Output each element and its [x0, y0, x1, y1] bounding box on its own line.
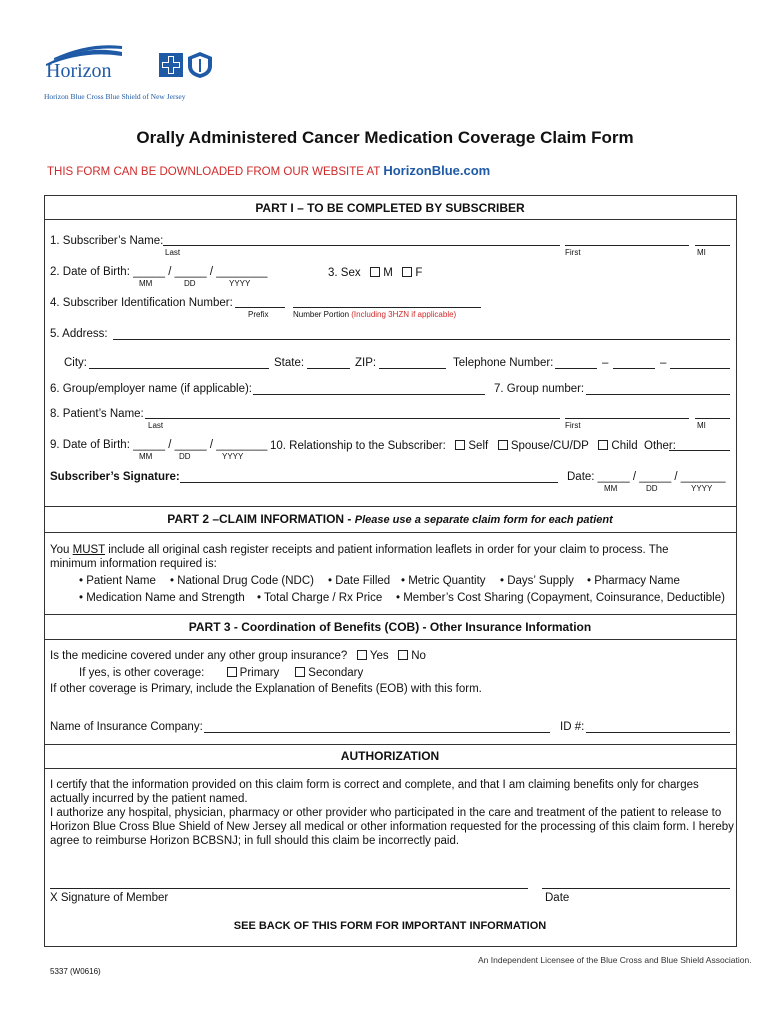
patient-dob-label[interactable]: 9. Date of Birth: _____ / _____ / ________ [50, 439, 268, 451]
cob-question [50, 650, 426, 663]
telephone-label: Telephone Number: [453, 357, 554, 369]
req-metric-quantity: • Metric Quantity [401, 575, 486, 587]
licensee-note: An Independent Licensee of the Blue Cross and Blue Shield Association. [478, 955, 752, 965]
zip-field[interactable] [379, 368, 446, 369]
number-portion-caption [293, 311, 456, 319]
page-title: Orally Administered Cancer Medication Coverage Claim Form [136, 128, 634, 147]
phone-line-field[interactable] [670, 368, 730, 369]
mm-caption: MM [139, 279, 153, 288]
website-link[interactable]: HorizonBlue.com [383, 163, 491, 178]
patient-name-label: 8. Patient’s Name: [50, 408, 144, 420]
group-number-field[interactable] [586, 394, 730, 395]
primary-checkbox[interactable] [227, 667, 237, 677]
insurance-id-field[interactable] [586, 732, 730, 733]
phone-area-field[interactable] [555, 368, 597, 369]
blue-shield-icon [187, 51, 213, 79]
part2-intro-you: You [50, 544, 70, 556]
address-label: 5. Address: [50, 328, 108, 340]
horizon-wordmark: Horizon [46, 60, 112, 82]
blue-cross-icon [159, 53, 183, 77]
brand-tagline: Horizon Blue Cross Blue Shield of New Jersey [44, 92, 186, 101]
member-date-label: Date [545, 892, 570, 904]
member-signature-label: X Signature of Member [50, 892, 169, 904]
part2-intro-must: MUST [72, 544, 105, 556]
cob-no-label: No [411, 650, 426, 662]
req-days-supply: • Days’ Supply [500, 575, 574, 587]
req-date-filled: • Date Filled [328, 575, 391, 587]
member-date-field[interactable] [542, 888, 730, 889]
zip-label: ZIP: [355, 357, 377, 369]
phone-dash-1: – [602, 357, 609, 369]
female-label: F [415, 267, 423, 279]
patient-mm-caption: MM [139, 452, 153, 461]
cob-question-text: Is the medicine covered under any other group insurance? [50, 650, 348, 662]
state-label: State: [274, 357, 305, 369]
authorization-header: AUTHORIZATION [340, 749, 440, 763]
subscriber-first-field[interactable] [565, 245, 689, 246]
patient-yyyy-caption: YYYY [222, 452, 244, 461]
dd-caption: DD [184, 279, 196, 288]
child-checkbox[interactable] [598, 440, 608, 450]
part2-header [44, 513, 736, 526]
spouse-checkbox[interactable] [498, 440, 508, 450]
patient-last-field[interactable] [145, 418, 560, 419]
child-label: Child [611, 440, 638, 452]
other-label: Other: [644, 440, 676, 452]
male-label: M [383, 267, 393, 279]
req-ndc: • National Drug Code (NDC) [170, 575, 314, 587]
member-signature-field[interactable] [50, 888, 528, 889]
auth-line-5: agree to reimburse Horizon BCBSNJ; in full should this claim be incorrectly paid. [50, 835, 460, 847]
subscriber-dob-label[interactable]: 2. Date of Birth: _____ / _____ / ________ [50, 266, 268, 278]
part2-note: Please use a separate claim form for each patient [354, 514, 613, 526]
last-caption: Last [165, 248, 181, 257]
city-label: City: [64, 357, 87, 369]
subscriber-signature-label: Subscriber’s Signature: [50, 471, 180, 483]
part2-intro [50, 545, 669, 557]
prefix-caption: Prefix [248, 310, 269, 319]
state-field[interactable] [307, 368, 350, 369]
city-field[interactable] [89, 368, 269, 369]
part2-intro-rest: include all original cash register receipts and patient information leaflets in order for your claim to process. The [108, 544, 669, 556]
auth-line-3: I authorize any hospital, physician, pharmacy or other provider who participated in the care and treatment of the patient to release to [50, 807, 722, 819]
male-checkbox[interactable] [370, 267, 380, 277]
req-total-charge: • Total Charge / Rx Price [257, 592, 383, 604]
part1-header: PART I – TO BE COMPLETED BY SUBSCRIBER [255, 201, 525, 215]
part3-header: PART 3 - Coordination of Benefits (COB) - Other Insurance Information [188, 620, 592, 634]
auth-line-4: Horizon Blue Cross Blue Shield of New Jersey all medical or other information requested for the processing of this claim form. I hereby [50, 821, 734, 833]
req-medication: • Medication Name and Strength [79, 592, 245, 604]
subscriber-id-number-field[interactable] [293, 307, 481, 308]
female-checkbox[interactable] [402, 267, 412, 277]
auth-line-2: actually incurred by the patient named. [50, 793, 248, 805]
number-portion-label: Number Portion [293, 310, 350, 319]
req-patient-name: • Patient Name [79, 575, 156, 587]
cob-yes-checkbox[interactable] [357, 650, 367, 660]
patient-dd-caption: DD [179, 452, 191, 461]
patient-first-field[interactable] [565, 418, 689, 419]
patient-last-caption: Last [148, 421, 164, 430]
sex-field [328, 267, 422, 280]
phone-prefix-field[interactable] [613, 368, 655, 369]
mi-caption: MI [697, 248, 706, 257]
download-note [47, 163, 490, 178]
form-code: 5337 (W0616) [50, 967, 101, 976]
secondary-checkbox[interactable] [295, 667, 305, 677]
yyyy-caption: YYYY [229, 279, 251, 288]
group-number-label: 7. Group number: [494, 383, 585, 395]
if-yes-label: If yes, is other coverage: [79, 667, 205, 679]
req-cost-sharing: • Member’s Cost Sharing (Copayment, Coinsurance, Deductible) [396, 592, 725, 604]
sex-label: 3. Sex [328, 267, 361, 279]
part2-title: PART 2 –CLAIM INFORMATION - [167, 512, 352, 526]
sig-mm-caption: MM [604, 484, 618, 493]
patient-first-caption: First [565, 421, 581, 430]
self-label: Self [468, 440, 489, 452]
subscriber-mi-field[interactable] [695, 245, 730, 246]
part2-intro-line2: minimum information required is: [50, 558, 217, 570]
group-name-label: 6. Group/employer name (if applicable): [50, 383, 252, 395]
subscriber-last-field[interactable] [163, 245, 560, 246]
subscriber-signature-field[interactable] [180, 482, 558, 483]
subscriber-name-label: 1. Subscriber’s Name: [50, 235, 164, 247]
patient-mi-field[interactable] [695, 418, 730, 419]
relationship-label: 10. Relationship to the Subscriber: [270, 440, 446, 452]
patient-mi-caption: MI [697, 421, 706, 430]
id-label: ID #: [560, 721, 585, 733]
other-coverage-row [79, 667, 363, 680]
req-pharmacy-name: • Pharmacy Name [587, 575, 680, 587]
sig-yyyy-caption: YYYY [691, 484, 713, 493]
primary-label: Primary [239, 667, 280, 679]
phone-dash-2: – [660, 357, 667, 369]
auth-line-1: I certify that the information provided on this claim form is correct and complete, and that I am claiming benefits only for charges [50, 779, 699, 791]
address-field[interactable] [113, 339, 730, 340]
download-note-text: THIS FORM CAN BE DOWNLOADED FROM OUR WEBSITE AT [47, 166, 381, 178]
subscriber-id-label: 4. Subscriber Identification Number: [50, 297, 233, 309]
subscriber-id-prefix-field[interactable] [235, 307, 285, 308]
self-checkbox[interactable] [455, 440, 465, 450]
spouse-label: Spouse/CU/DP [510, 440, 589, 452]
relationship-field [270, 440, 676, 453]
insurance-company-label: Name of Insurance Company: [50, 721, 203, 733]
see-back-note: SEE BACK OF THIS FORM FOR IMPORTANT INFORMATION [233, 920, 547, 932]
eob-note: If other coverage is Primary, include the Explanation of Benefits (EOB) with this form. [50, 683, 482, 695]
cob-no-checkbox[interactable] [398, 650, 408, 660]
cob-yes-label: Yes [369, 650, 389, 662]
first-caption: First [565, 248, 581, 257]
insurance-company-field[interactable] [204, 732, 550, 733]
number-portion-note: (Including 3HZN if applicable) [351, 310, 457, 319]
signature-date-label[interactable]: Date: _____ / _____ / _______ [567, 471, 726, 483]
sig-dd-caption: DD [646, 484, 658, 493]
other-relationship-field[interactable] [669, 450, 730, 451]
group-name-field[interactable] [253, 394, 485, 395]
secondary-label: Secondary [308, 667, 364, 679]
